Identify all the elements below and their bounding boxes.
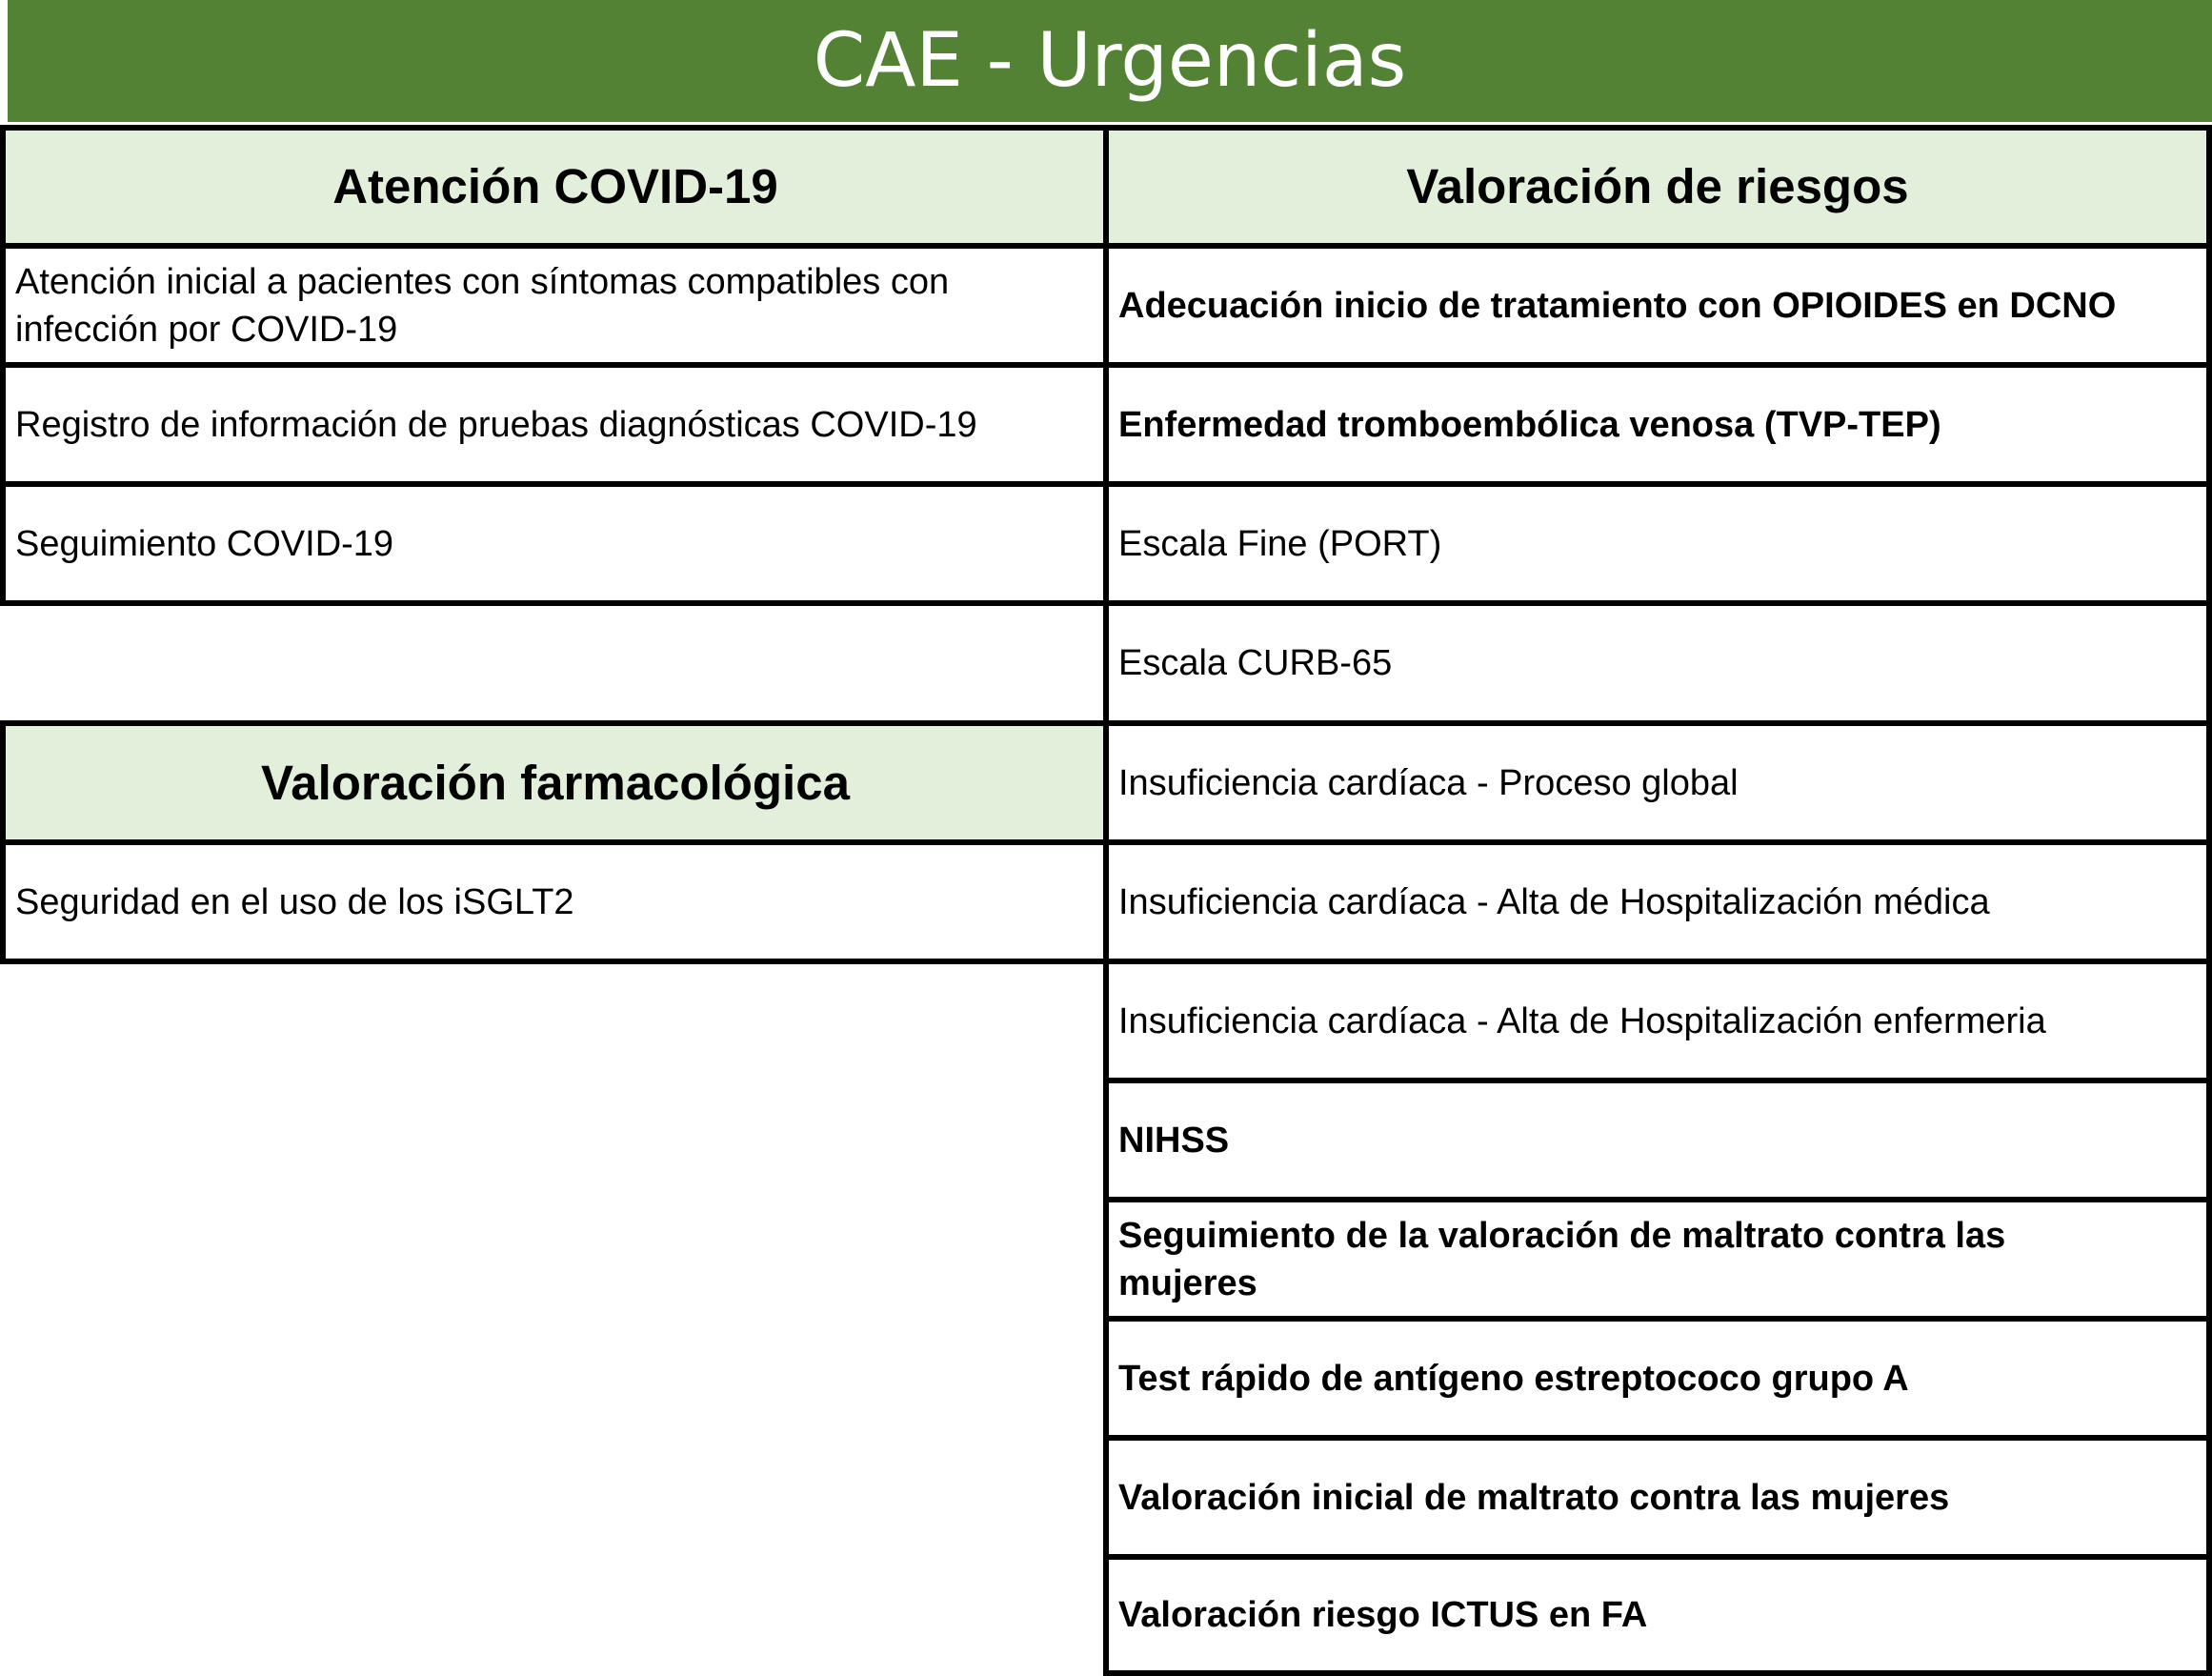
page-title: CAE - Urgencias — [8, 0, 2212, 122]
list-item-label: Valoración riesgo ICTUS en FA — [1118, 1595, 1648, 1635]
list-item-covid-registro-pruebas[interactable] — [0, 362, 1111, 487]
list-item-label: Insuficiencia cardíaca - Alta de Hospitalización médica — [1118, 881, 1990, 922]
list-item-covid-seguimiento[interactable] — [0, 481, 1111, 606]
list-item-ic-proceso-global[interactable] — [1103, 720, 2212, 845]
list-item-label: Valoración inicial de maltrato contra las mujeres — [1118, 1477, 1950, 1518]
section-header-label: Valoración farmacológica — [261, 755, 850, 810]
list-item-label: Atención inicial a pacientes con síntomas compatibles con infección por COVID-19 — [15, 261, 950, 350]
section-header-label: Atención COVID-19 — [332, 159, 778, 213]
list-item-label: NIHSS — [1118, 1120, 1230, 1161]
list-item-label: Seguimiento de la valoración de maltrato contra las mujeres — [1118, 1215, 2006, 1303]
list-item-label: Enfermedad tromboembólica venosa (TVP-TEP) — [1118, 404, 1941, 445]
list-item-seguimiento-maltrato[interactable] — [1103, 1197, 2212, 1322]
list-item-label: Seguridad en el uso de los iSGLT2 — [15, 881, 574, 922]
list-item-farmaco-isglt2[interactable] — [0, 839, 1111, 964]
list-item-label: Seguimiento COVID-19 — [15, 523, 394, 564]
list-item-label: Adecuación inicio de tratamiento con OPIOIDES en DCNO — [1118, 285, 2117, 326]
section-header-label: Valoración de riesgos — [1406, 159, 1909, 213]
list-item-ic-alta-medica[interactable] — [1103, 839, 2212, 964]
list-item-escala-fine[interactable] — [1103, 481, 2212, 606]
list-item-valoracion-maltrato[interactable] — [1103, 1435, 2212, 1560]
section-header-farmacologica — [0, 720, 1111, 845]
list-item-covid-atencion-inicial[interactable] — [0, 243, 1111, 368]
list-item-ic-alta-enfermeria[interactable] — [1103, 959, 2212, 1083]
list-item-ictus-fa[interactable] — [1103, 1554, 2212, 1676]
section-header-covid — [0, 125, 1111, 249]
list-item-label: Insuficiencia cardíaca - Proceso global — [1118, 762, 1739, 803]
list-item-label: Escala CURB-65 — [1118, 643, 1393, 683]
list-item-label: Registro de información de pruebas diagnósticas COVID-19 — [15, 404, 977, 445]
list-item-label: Test rápido de antígeno estreptococo grupo A — [1118, 1358, 1909, 1399]
section-header-riesgos — [1103, 125, 2212, 249]
list-item-tromboembolica[interactable] — [1103, 362, 2212, 487]
list-item-curb65[interactable] — [1103, 600, 2212, 726]
list-item-opioides[interactable] — [1103, 243, 2212, 368]
list-item-test-estreptococo[interactable] — [1103, 1316, 2212, 1441]
list-item-nihss[interactable] — [1103, 1078, 2212, 1202]
list-item-label: Escala Fine (PORT) — [1118, 523, 1442, 564]
list-item-label: Insuficiencia cardíaca - Alta de Hospitalización enfermeria — [1118, 1000, 2046, 1041]
